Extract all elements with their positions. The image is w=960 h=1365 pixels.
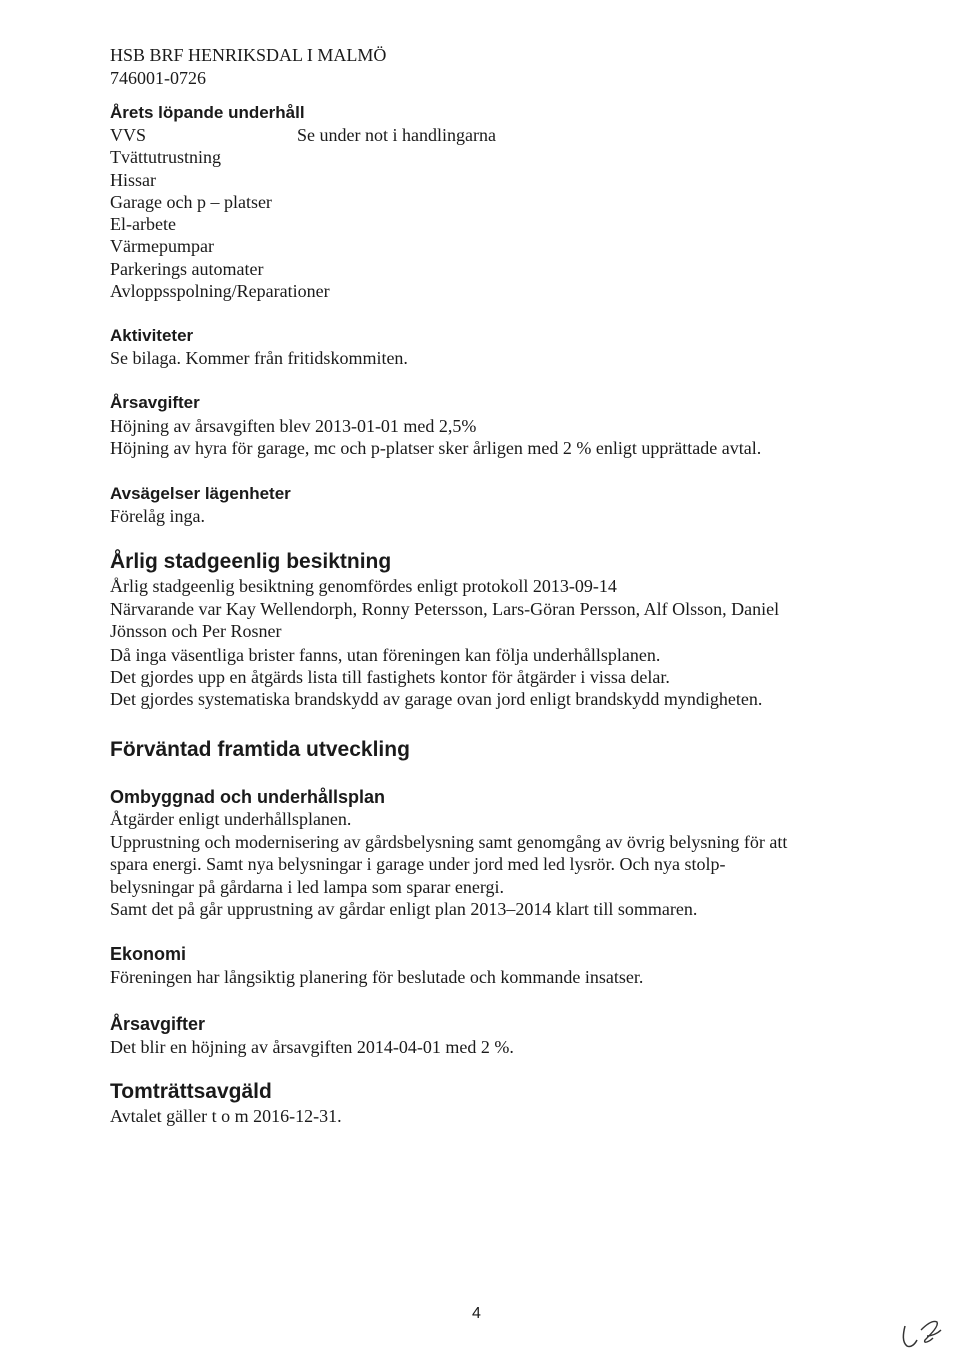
aktiviteter-heading: Aktiviteter [110, 326, 194, 345]
ekonomi-heading: Ekonomi [110, 944, 187, 964]
underhall-item: Värmepumpar [110, 236, 214, 256]
ombyggnad-line: belysningar på gårdarna i led lampa som sparar energi. [110, 877, 505, 897]
tomtratt-text: Avtalet gäller t o m 2016-12-31. [110, 1106, 342, 1126]
ombyggnad-line: spara energi. Samt nya belysningar i garage under jord med led lysrör. Och nya stolp- [110, 854, 726, 874]
org-number: 746001-0726 [110, 68, 206, 88]
arsavgifter-line: Höjning av hyra för garage, mc och p-platser sker årligen med 2 % enligt upprättade avtal. [110, 438, 762, 458]
initials-signature [893, 1300, 949, 1356]
ekonomi-text: Föreningen har långsiktig planering för beslutade och kommande insatser. [110, 967, 644, 987]
besiktning-line: Jönsson och Per Rosner [110, 621, 282, 641]
underhall-item: Tvättutrustning [110, 147, 221, 167]
framtida-heading: Förväntad framtida utveckling [110, 738, 410, 761]
arsavgifter-heading-2: Årsavgifter [110, 1014, 206, 1034]
underhall-item: El-arbete [110, 214, 176, 234]
besiktning-line: Det gjordes systematiska brandskydd av garage ovan jord enligt brandskydd myndigheten. [110, 689, 763, 709]
ombyggnad-line: Samt det på går upprustning av gårdar enligt plan 2013–2014 klart till sommaren. [110, 899, 698, 919]
underhall-vvs-note: Se under not i handlingarna [297, 125, 496, 145]
tomtratt-heading: Tomträttsavgäld [110, 1080, 272, 1103]
underhall-item: Parkerings automater [110, 259, 264, 279]
avsagelser-text: Förelåg inga. [110, 506, 205, 526]
ombyggnad-line: Upprustning och modernisering av gårdsbelysning samt genomgång av övrig belysning för att [110, 832, 788, 852]
underhall-item: Avloppsspolning/Reparationer [110, 281, 330, 301]
page-number: 4 [472, 1305, 481, 1322]
underhall-item-vvs: VVS [110, 125, 147, 145]
avsagelser-heading: Avsägelser lägenheter [110, 484, 291, 503]
org-name: HSB BRF HENRIKSDAL I MALMÖ [110, 45, 387, 65]
besiktning-heading: Årlig stadgeenlig besiktning [110, 550, 392, 573]
underhall-item: Hissar [110, 170, 156, 190]
arsavgifter-line: Höjning av årsavgiften blev 2013-01-01 med 2,5% [110, 416, 477, 436]
besiktning-line: Årlig stadgeenlig besiktning genomfördes enligt protokoll 2013-09-14 [110, 576, 617, 596]
besiktning-line: Då inga väsentliga brister fanns, utan föreningen kan följa underhållsplanen. [110, 645, 661, 665]
underhall-item: Garage och p – platser [110, 192, 272, 212]
besiktning-line: Närvarande var Kay Wellendorph, Ronny Petersson, Lars-Göran Persson, Alf Olsson, Daniel [110, 599, 780, 619]
ombyggnad-line: Åtgärder enligt underhållsplanen. [110, 809, 352, 829]
arsavgifter-text-2: Det blir en höjning av årsavgiften 2014-04-01 med 2 %. [110, 1037, 514, 1057]
arsavgifter-heading: Årsavgifter [110, 393, 200, 412]
besiktning-line: Det gjordes upp en åtgärds lista till fastighets kontor för åtgärder i vissa delar. [110, 667, 670, 687]
ombyggnad-heading: Ombyggnad och underhållsplan [110, 787, 386, 807]
aktiviteter-text: Se bilaga. Kommer från fritidskommiten. [110, 348, 408, 368]
underhall-heading: Årets löpande underhåll [110, 103, 305, 122]
